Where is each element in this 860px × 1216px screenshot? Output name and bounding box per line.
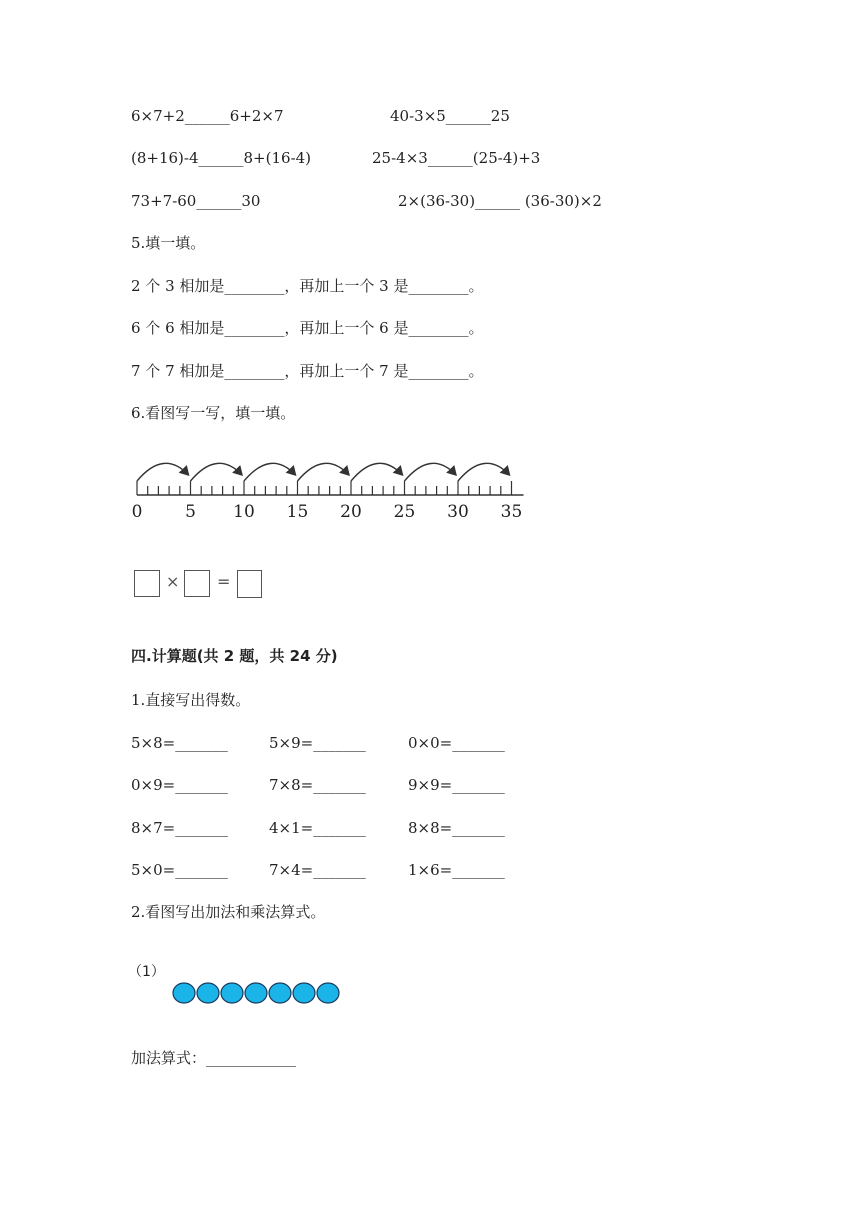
number-line-label: 10 xyxy=(233,502,255,522)
number-line-label: 5 xyxy=(185,502,196,522)
addition-formula-label: 加法算式：____________ xyxy=(131,1049,297,1067)
calc-item: 4×1=_______ xyxy=(269,819,366,837)
answer-box-1[interactable] xyxy=(134,570,160,597)
calc2-title: 2.看图写出加法和乘法算式。 xyxy=(131,903,326,921)
compare-row-1-right: 40-3×5______25 xyxy=(390,107,510,125)
jump-arrow xyxy=(298,463,350,481)
answer-box-2[interactable] xyxy=(184,570,210,597)
q5-line-3: 7 个 7 相加是________，再加上一个 7 是________。 xyxy=(131,362,484,380)
number-line-label: 35 xyxy=(500,502,523,522)
circle xyxy=(245,983,267,1003)
jump-arrow xyxy=(137,463,189,481)
number-line-label: 25 xyxy=(393,502,416,522)
number-line-label: 30 xyxy=(447,502,469,522)
calc-item: 8×7=_______ xyxy=(131,819,228,837)
circle xyxy=(293,983,315,1003)
calc2-sub-label: （1） xyxy=(128,964,165,980)
compare-row-2-right: 25-4×3______(25-4)+3 xyxy=(372,149,541,167)
calc-item: 5×9=_______ xyxy=(269,734,366,752)
q5-line-2: 6 个 6 相加是________，再加上一个 6 是________。 xyxy=(131,319,484,337)
number-line-label: 20 xyxy=(340,502,362,522)
compare-row-3-left: 73+7-60______30 xyxy=(131,192,261,210)
answer-box-3[interactable] xyxy=(237,570,262,598)
q5-line-1: 2 个 3 相加是________，再加上一个 3 是________。 xyxy=(131,277,484,295)
circle xyxy=(317,983,339,1003)
jump-arrow xyxy=(405,463,457,481)
calc-item: 0×9=_______ xyxy=(131,776,228,794)
jump-arrow xyxy=(458,463,510,481)
q5-title: 5.填一填。 xyxy=(131,234,206,252)
calc1-title: 1.直接写出得数。 xyxy=(131,691,251,709)
jump-arrow xyxy=(244,463,296,481)
compare-row-3-right: 2×(36-30)______ (36-30)×2 xyxy=(398,192,602,210)
calc-item: 7×8=_______ xyxy=(269,776,366,794)
circle xyxy=(269,983,291,1003)
circle-row-figure xyxy=(172,980,352,1010)
q6-title: 6.看图写一写，填一填。 xyxy=(131,404,296,422)
number-line-label: 15 xyxy=(286,502,309,522)
circle xyxy=(173,983,195,1003)
calc-item: 1×6=_______ xyxy=(408,861,505,879)
jump-arrow xyxy=(191,463,243,481)
times-sign: × xyxy=(166,572,180,591)
calc-item: 9×9=_______ xyxy=(408,776,505,794)
jump-arrow xyxy=(351,463,403,481)
number-line-figure xyxy=(126,452,526,532)
circle xyxy=(221,983,243,1003)
compare-row-1-left: 6×7+2______6+2×7 xyxy=(131,107,284,125)
calc-item: 8×8=_______ xyxy=(408,819,505,837)
calc-item: 5×0=_______ xyxy=(131,861,228,879)
compare-row-2-left: (8+16)-4______8+(16-4) xyxy=(131,149,312,167)
number-line-label: 0 xyxy=(131,502,143,522)
equals-sign: = xyxy=(217,572,231,591)
section-4-title: 四.计算题(共 2 题，共 24 分) xyxy=(131,647,338,665)
calc-item: 7×4=_______ xyxy=(269,861,366,879)
calc-item: 0×0=_______ xyxy=(408,734,505,752)
calc-item: 5×8=_______ xyxy=(131,734,228,752)
circle xyxy=(197,983,219,1003)
